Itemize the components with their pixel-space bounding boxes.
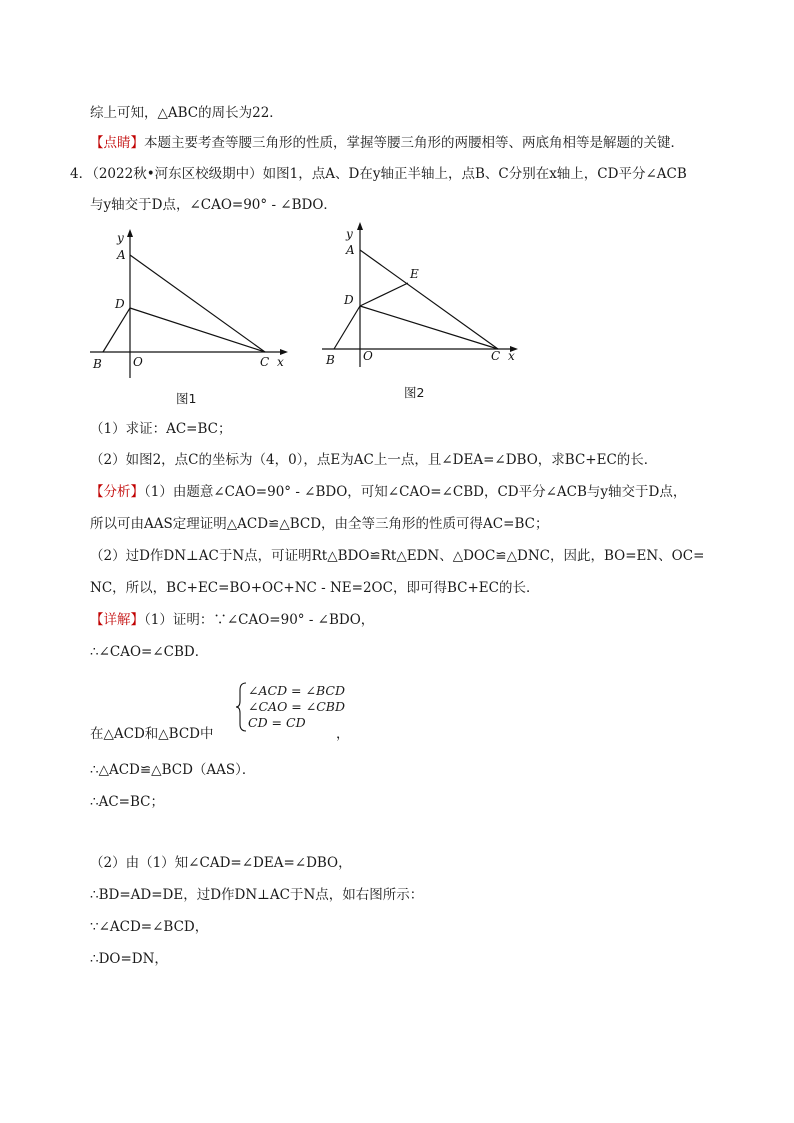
detail-line-2: ∴∠CAO=∠CBD． <box>90 644 209 660</box>
comment-text: 本题主要考查等腰三角形的性质，掌握等腰三角形的两腰相等、两底角相等是解题的关键． <box>144 135 684 151</box>
problem-statement: 4．（2022秋•河东区校级期中）如图1，点A、D在y轴正半轴上，点B、C分别在x轴上，CD平分∠ACB <box>70 166 687 182</box>
label-c: C <box>260 355 270 369</box>
detail-text: （1）证明：∵∠CAO=90° - ∠BDO， <box>144 612 375 628</box>
equation-brace <box>236 682 248 736</box>
text-line <box>90 483 686 501</box>
label-d: D <box>344 293 354 307</box>
analysis-tag: 【分析】 <box>90 484 144 500</box>
detail-line-5: ∴AC=BC； <box>90 794 164 810</box>
detail-line-3-comma: ， <box>336 726 350 742</box>
summary-line: 综上可知，△ABC的周长为22． <box>90 105 283 121</box>
label-x: x <box>277 355 284 369</box>
equation-row: CD = CD <box>248 715 306 730</box>
label-d: D <box>115 297 125 311</box>
label-b: B <box>93 357 102 371</box>
label-b: B <box>326 353 335 367</box>
text-line <box>90 134 684 152</box>
figure-1 <box>85 228 300 392</box>
label-o: O <box>133 355 143 369</box>
analysis-line-3: （2）过D作DN⊥AC于N点，可证明Rt△BDO≌Rt△EDN、△DOC≌△DNC，因此，BO=EN、OC= <box>90 548 705 564</box>
equation-row: ∠ACD = ∠BCD <box>248 683 345 698</box>
part2-line-4: ∴DO=DN， <box>90 951 168 967</box>
analysis-text: （1）由题意∠CAO=90° - ∠BDO，可知∠CAO=∠CBD，CD平分∠ACB与y轴交于D点， <box>144 484 687 500</box>
equation-system <box>248 683 345 731</box>
question-2: （2）如图2，点C的坐标为（4，0），点E为AC上一点，且∠DEA=∠DBO，求BC+EC的长． <box>90 452 658 468</box>
text-line <box>90 104 283 122</box>
equation-row: ∠CAO = ∠CBD <box>248 699 345 714</box>
text-line <box>90 611 374 629</box>
label-o: O <box>363 349 373 363</box>
detail-line-4: ∴△ACD≌△BCD（AAS）． <box>90 762 256 778</box>
part2-line-3: ∵∠ACD=∠BCD， <box>90 919 209 935</box>
part2-line-1: （2）由（1）知∠CAD=∠DEA=∠DBO， <box>90 855 352 871</box>
figure-1-caption: 图1 <box>176 391 197 406</box>
analysis-line-2: 所以可由AAS定理证明△ACD≌△BCD，由全等三角形的性质可得AC=BC； <box>90 516 549 532</box>
comment-tag: 【点睛】 <box>90 135 144 151</box>
figure-2 <box>318 222 528 376</box>
problem-statement-cont: 与y轴交于D点，∠CAO=90° - ∠BDO． <box>90 197 337 213</box>
label-y: y <box>346 227 353 241</box>
analysis-line-4: NC，所以，BC+EC=BO+OC+NC - NE=2OC，即可得BC+EC的长． <box>90 580 540 596</box>
label-y: y <box>117 231 124 245</box>
label-x: x <box>508 349 515 363</box>
label-a: A <box>117 248 126 262</box>
part2-line-2: ∴BD=AD=DE，过D作DN⊥AC于N点，如右图所示： <box>90 887 424 903</box>
detail-tag: 【详解】 <box>90 612 144 628</box>
label-c: C <box>491 349 501 363</box>
label-e: E <box>410 267 419 281</box>
detail-line-3: 在△ACD和△BCD中 <box>90 726 214 742</box>
label-a: A <box>346 243 355 257</box>
question-1: （1）求证：AC=BC； <box>90 421 232 437</box>
figure-2-caption: 图2 <box>404 385 425 400</box>
